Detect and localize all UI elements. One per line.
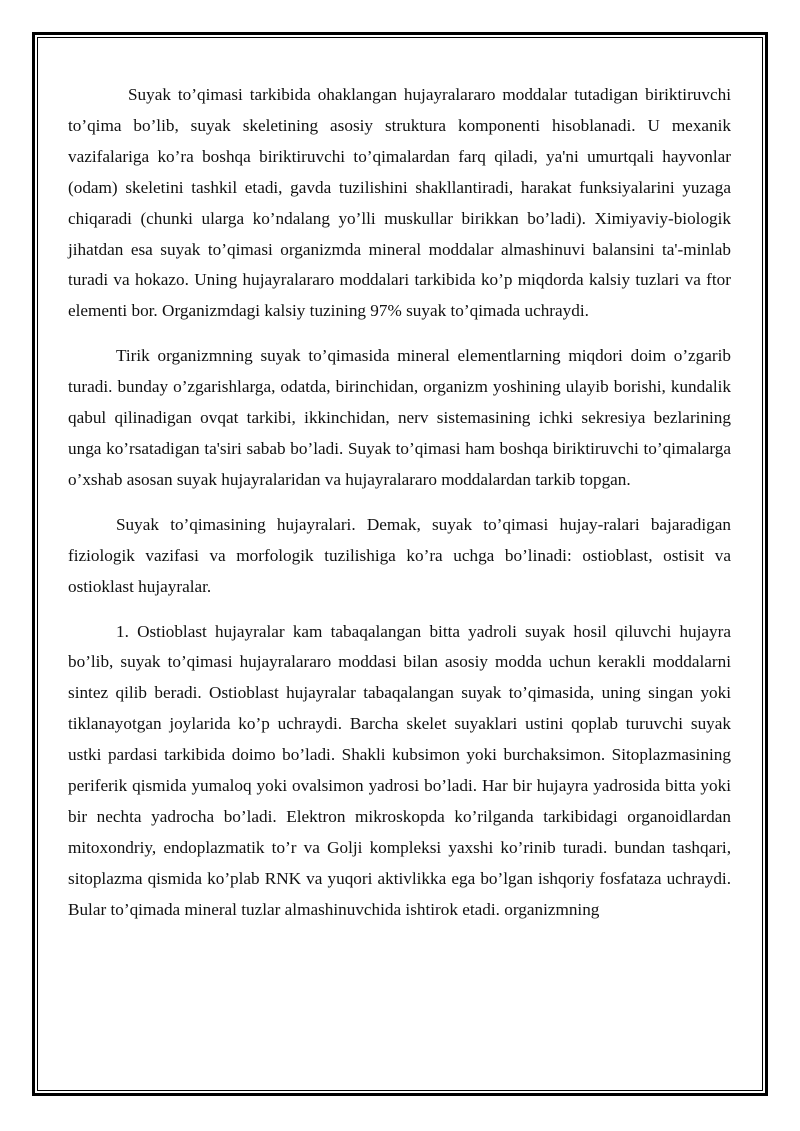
document-body xyxy=(68,80,731,940)
paragraph-mineral-elements: Tirik organizmning suyak to’qimasida mineral elementlarning miqdori doim o’zgarib turadi. bunday o’zgarishlarga, odatda, birinchidan, organizm yoshining ulayib borishi, kundalik qabul qilinadigan ovqat tarkibi, ikkinchidan, nerv sistemasining ichki sekresiya bezlarining unga ko’rsatadigan ta'siri sabab bo’ladi. Suyak to’qimasi ham boshqa biriktiruvchi to’qimalarga o’xshab asosan suyak hujayralaridan va hujayralararo moddalardan tarkib topgan. xyxy=(68,346,731,489)
paragraph-osteoblast: 1. Ostioblast hujayralar kam tabaqalangan bitta yadroli suyak hosil qiluvchi hujayra bo’lib, suyak to’qimasi hujayralararo moddasi bilan asosiy modda uchun kerakli moddalarni sintez qilib beradi. Ostioblast hujayralar tabaqalangan suyak to’qimasida, uning singan yoki tiklanayotgan joylarida ko’p uchraydi. Barcha skelet suyaklari ustini qoplab turuvchi suyak ustki pardasi tarkibida doimo bo’ladi. Shakli kubsimon yoki burchaksimon. Sitoplazmasining periferik qismida yumaloq yoki ovalsimon yadrosi bo’ladi. Har bir hujayra yadrosida bitta yoki bir nechta yadrocha bo’ladi. Elektron mikroskopda ko’rilganda tarkibidagi organoidlardan mitoxondriy, endoplazmatik to’r va Golji kompleksi yaxshi ko’rinib turadi. bundan tashqari, sitoplazma qismida ko’plab RNK va yuqori aktivlikka ega bo’lgan ishqoriy fosfataza uchraydi. Bular to’qimada mineral tuzlar almashinuvchida ishtirok etadi. organizmning xyxy=(68,621,731,919)
paragraph-bone-tissue-intro: Suyak to’qimasi tarkibida ohaklangan hujayralararo moddalar tutadigan biriktiruvchi to’qima bo’lib, suyak skeletining asosiy struktura komponenti hisoblanadi. U mexanik vazifalariga ko’ra boshqa biriktiruvchi to’qimalardan farq qiladi, ya'ni umurtqali hayvonlar (odam) skeletini tashkil etadi, gavda tuzilishini shakllantiradi, harakat funksiyalarini yuzaga chiqaradi (chunki ularga ko’ndalang yo’lli muskullar birikkan bo’ladi). Ximiyaviy-biologik jihatdan esa suyak to’qimasi organizmda mineral moddalar almashinuvi balansini ta'-minlab turadi va hokazo. Uning hujayralararo moddalari tarkibida ko’p miqdorda kalsiy tuzlari va ftor elementi bor. Organizmdagi kalsiy tuzining 97% suyak to’qimada uchraydi. xyxy=(68,85,731,321)
paragraph-bone-cells: Suyak to’qimasining hujayralari. Demak, suyak to’qimasi hujay-ralari bajaradigan fiziologik vazifasi va morfologik tuzilishiga ko’ra uchga bo’linadi: ostioblast, ostisit va ostioklast hujayralar. xyxy=(68,514,731,596)
